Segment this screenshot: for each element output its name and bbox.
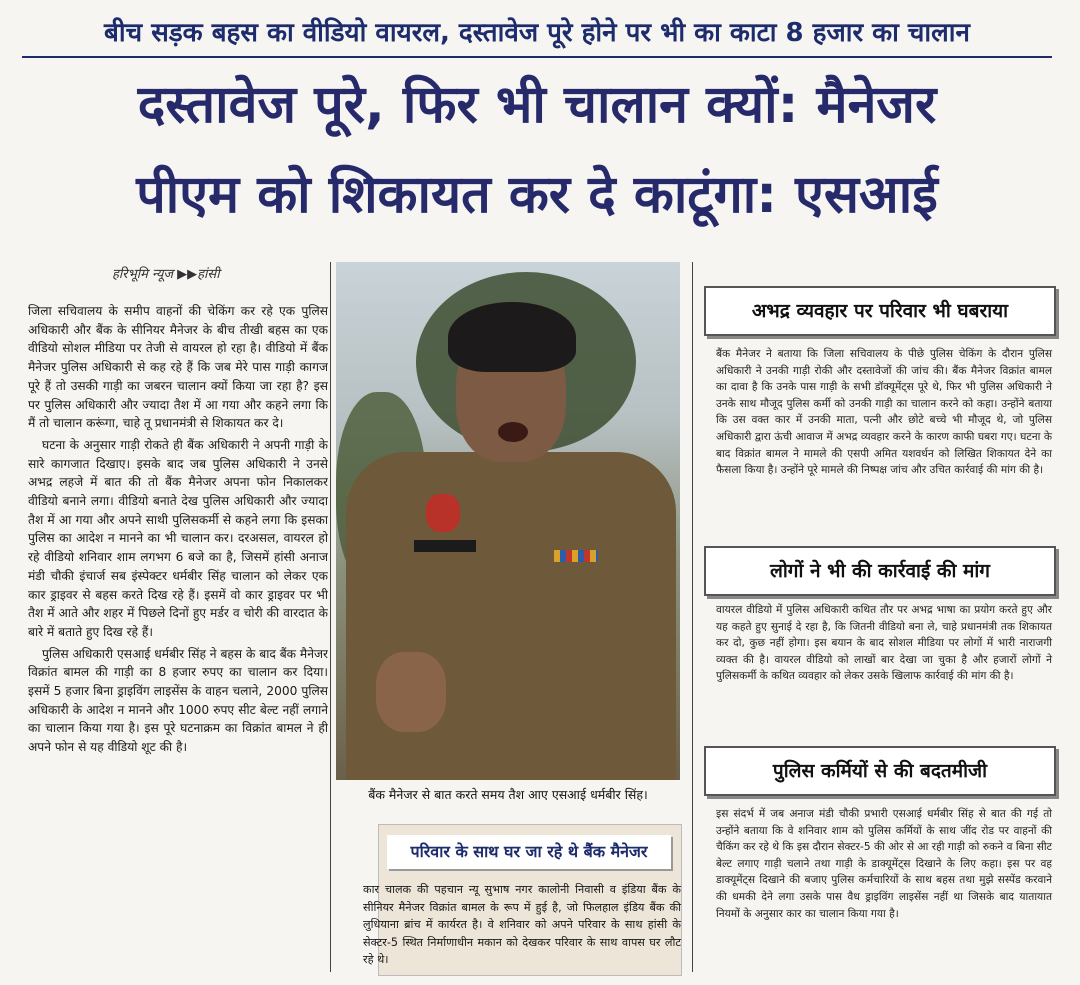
column-divider [330,262,331,972]
paragraph: जिला सचिवालय के समीप वाहनों की चेकिंग कर रहे एक पुलिस अधिकारी और बैंक के सीनियर मैनेजर के बीच तीखी बहस का एक वीडियो सोशल मीडिया पर तेजी से वायरल हो रहा है। वीडियो में बैंक मैनेजर पुलिस अधिकारी से कह रहे हैं कि जब मेरे पास गाड़ी कागज पूरे हैं तो उसकी गाड़ी का जबरन चालान क्यों किया जा रहा है? इस पर पुलिस अधिकारी और ज्यादा तैश में आ गया और कहने लगा कि मैं तो चालान करूंगा, चाहे तू प्रधानमंत्री से शिकायत कर दे। [28,304,328,431]
photo-mouth [498,422,528,442]
photo-nameplate [414,540,476,552]
photo-medal-ribbon [554,550,598,562]
news-photo [336,262,680,780]
kicker-headline: बीच सड़क बहस का वीडियो वायरल, दस्तावेज पूरे होने पर भी का काटा 8 हजार का चालान [22,10,1052,58]
section-title: पुलिस कर्मियों से की बदतमीजी [704,746,1056,796]
photo-caption: बैंक मैनेजर से बात करते समय तैश आए एसआई धर्मबीर सिंह। [368,787,648,802]
section-title: अभद्र व्यवहार पर परिवार भी घबराया [704,286,1056,336]
headline-line-1: दस्तावेज पूरे, फिर भी चालान क्यों: मैनेजर [137,75,937,135]
main-headline [22,60,1052,240]
section-title: लोगों ने भी की कार्रवाई की मांग [704,546,1056,596]
paragraph: पुलिस अधिकारी एसआई धर्मबीर सिंह ने बहस के बाद बैंक मैनेजर विक्रांत बामल की गाड़ी का 8 हजार रुपए का चालान कर दिया। इसमें 5 हजार बिना ड्राइविंग लाइसेंस के वाहन चलाने, 2000 पुलिस अधिकारी के आदेश न मानने और 1000 रुपए सीट बेल्ट नहीं लगाने का चालान किया गया है। इस पूरे घटनाक्रम का विक्रांत बामल ने ही अपने फोन से यह वीडियो शूट की है। [28,646,328,755]
sidebar-box [363,824,682,976]
headline-line-2: पीएम को शिकायत कर दे काटूंगा: एसआई [136,165,938,225]
section-text: इस संदर्भ में जब अनाज मंडी चौकी प्रभारी एसआई धर्मबीर सिंह से बात की गई तो उन्होंने बताया कि वे शनिवार शाम को पुलिस कर्मियों के साथ जींद रोड पर वाहनों की चैकिंग कर रहे थे कि इस दौरान सेक्टर-5 की ओर से आ रही गाड़ी को रुकने व बिना सीट बेल्ट लगाए गाड़ी चलाने तथा गाड़ी के डाक्यूमेंट्स दिखाने के लिए कहा। इस पर वह डाक्यूमेंट्स दिखाने की बजाए पुलिस कर्मचारियों के साथ बहस तथा मुझे सस्पेंड करवाने की धमकी देने लगा उसके पास वैध ड्राइविंग लाइसेंस नहीं था जिसके बाद यातायात नियमों के अनुसार कार का चालान किया गया है। [716,808,1052,920]
photo-shoulder-badge [426,494,460,532]
section-text: बैंक मैनेजर ने बताया कि जिला सचिवालय के पीछे पुलिस चेकिंग के दौरान पुलिस अधिकारी ने उनकी गाड़ी रोकी और दस्तावेजों की जांच की। बैंक मैनेजर विक्रांत बामल का दावा है कि उनके पास गाड़ी के सभी डॉक्यूमेंट्स पूरे थे, फिर भी पुलिस अधिकारी ने उनके साथ मौजूद पुलिस कर्मी को उनकी गाड़ी का चालान करने को कहा। उन्होंने बताया कि उस वक्त कार में उनकी माता, पत्नी और छोटे बच्चे भी मौजूद थे, जो पुलिस अधिकारी द्वारा ऊंची आवाज में अभद्र व्यवहार करने के कारण काफी घबरा गए। घटना के बाद विक्रांत बामल ने मामले की एसपी अमित यशवर्धन को लिखित शिकायत देने का फैसला किया है। उन्होंने पूरे मामले की निष्पक्ष जांच और उचित कार्रवाई की मांग की है। [716,348,1053,477]
article-body-left [28,302,328,974]
sidebar-box-title: परिवार के साथ घर जा रहे थे बैंक मैनेजर [387,835,671,869]
photo-hand [376,652,446,732]
section-text: वायरल वीडियो में पुलिस अधिकारी कथित तौर पर अभद्र भाषा का प्रयोग करते हुए और यह कहते हुए सुनाई दे रहा है, कि जितनी वीडियो बना ले, चाहे प्रधानमंत्री तक शिकायत कर दो, कुछ नहीं होगा। इस बयान के बाद सोशल मीडिया पर लोगों में भारी नाराजगी व्यक्त की है। वायरल वीडियो को लाखों बार देखा जा चुका है और हजारों लोगों ने पुलिसकर्मी के कथित व्यवहार को लेकर उसके खिलाफ कार्रवाई की मांग की है। [716,604,1052,683]
sidebar-box-text: कार चालक की पहचान न्यू सुभाष नगर कालोनी निवासी व इंडिया बैंक के सीनियर मैनेजर विक्रांत बामल के रूप में हुई है, जो फिलहाल इंडिय बैंक की लुधियाना ब्रांच में कार्यरत है। वे शनिवार को अपने परिवार के साथ हांसी के सेक्टर-5 स्थित निर्माणाधीन मकान को देखकर परिवार के साथ वापस घर लौट रहे थे। [363,883,681,966]
byline: हरिभूमि न्यूज ▶▶हांसी [112,267,220,282]
column-divider-right [692,262,693,972]
photo-hair [448,302,576,372]
paragraph: घटना के अनुसार गाड़ी रोकते ही बैंक अधिकारी ने अपनी गाड़ी के सारे कागजात दिखाए। इसके बाद जब पुलिस अधिकारी ने उनसे अभद्र लहजे में बात की तो बैंक मैनेजर अपना फोन निकालकर वीडियो बनाने लगा। वीडियो बनाते देख पुलिस अधिकारी और ज्यादा तैश में आ गया और अपने साथी पुलिसकर्मी से कहने लगा कि इसका पुलिस का आदेश न मानने का भी चालान कर। दरअसल, वायरल हो रहे वीडियो शनिवार शाम लगभग 6 बजे का है, जिसमें हांसी अनाज मंडी चौकी इंचार्ज सब इंस्पेक्टर धर्मबीर सिंह चालान को लेकर एक कार ड्राइवर से बहस करते दिख रहे हैं। इसमें वो कार ड्राइवर पर भी तैश में आते और शहर में पिछले दिनों हुए मर्डर व चोरी की वारदात के बारे में बताते हुए दिख रहे हैं। [28,437,328,639]
